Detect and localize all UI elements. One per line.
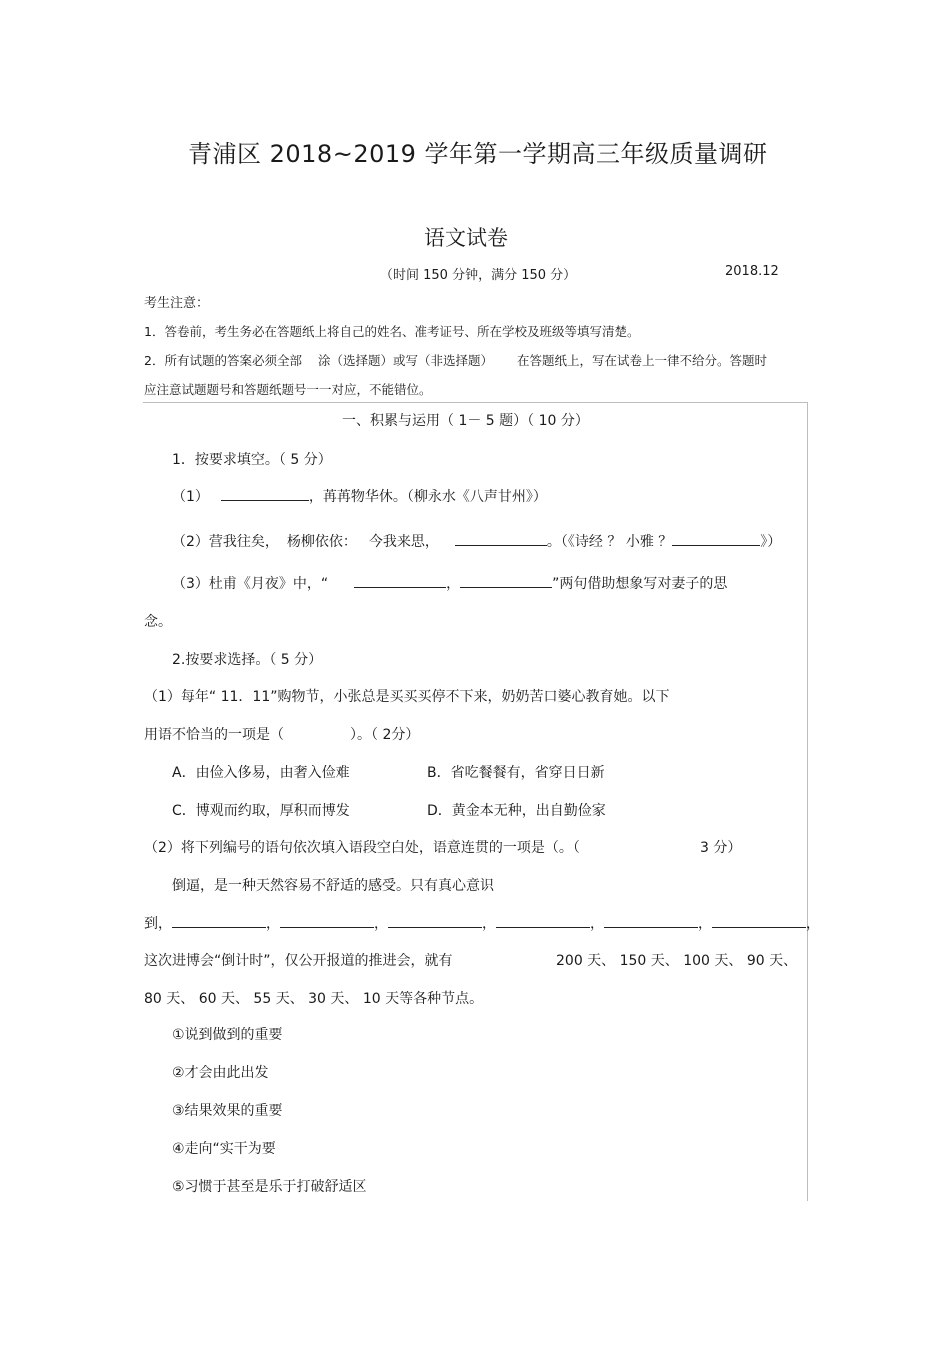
- passage-line-4: 80 天、 60 天、 55 天、 30 天、 10 天等各种节点。: [144, 991, 484, 1007]
- answer-blank[interactable]: [460, 573, 552, 588]
- answer-blank[interactable]: [712, 913, 806, 928]
- answer-blank[interactable]: [354, 573, 446, 588]
- notice-item-2-part-a: 2．所有试题的答案必须全部: [144, 353, 302, 368]
- blank-separator: ，: [806, 916, 820, 932]
- answer-blank[interactable]: [172, 913, 266, 928]
- exam-subtitle: 语文试卷: [424, 226, 508, 250]
- blank-separator: ，: [482, 916, 496, 932]
- passage-line-3-days: 200 天、 150 天、 100 天、 90 天、: [556, 953, 798, 969]
- time-info: （时间 150 分钟，满分 150 分）: [380, 268, 577, 283]
- answer-blank[interactable]: [496, 913, 590, 928]
- notice-item-2-part-b: 涂（选择题）或写（非选择题）: [317, 353, 493, 368]
- q1-part2-c: 今我来思，: [368, 534, 439, 550]
- q1-part1: [172, 486, 547, 506]
- q1-part3-b: ”两句借助想象写对妻子的思: [552, 576, 728, 592]
- q1-part3: [172, 573, 727, 593]
- exam-title: 青浦区 2018~2019 学年第一学期高三年级质量调研: [188, 140, 768, 168]
- answer-blank[interactable]: [388, 913, 482, 928]
- answer-blank[interactable]: [672, 531, 760, 546]
- passage-line-1: 倒逼，是一种天然容易不舒适的感受。只有真心意识: [172, 878, 494, 894]
- q1-part2-d: 。（《诗经 ？ 小雅 ？: [546, 534, 673, 550]
- answer-blank[interactable]: [221, 486, 309, 501]
- passage-line-2: [144, 913, 820, 933]
- option-a[interactable]: A．由俭入侈易，由奢入俭难: [172, 765, 350, 781]
- q1-part2-e: 》）: [760, 534, 782, 550]
- notice-heading: 考生注意：: [144, 296, 210, 311]
- blank-separator: ，: [374, 916, 388, 932]
- passage-start: 到，: [144, 916, 172, 932]
- q1-part3-a: （3）杜甫《月夜》中，“: [172, 576, 329, 592]
- q2-sub1-line2: [144, 724, 419, 744]
- blank-separator: ，: [698, 916, 712, 932]
- option-c[interactable]: C．博观而约取，厚积而博发: [172, 803, 350, 819]
- exam-date: 2018.12: [725, 264, 779, 279]
- answer-blank[interactable]: [604, 913, 698, 928]
- list-item: ④走向“实干为要: [172, 1141, 276, 1157]
- q2-sub1-line1: （1）每年“ 11．11”购物节，小张总是买买买停不下来，奶奶苦口婆心教育她。以下: [144, 689, 670, 705]
- q1-part2: [172, 531, 781, 551]
- answer-blank[interactable]: [280, 913, 374, 928]
- notice-item-2-part-c: 在答题纸上，写在试卷上一律不给分。答题时: [516, 353, 767, 368]
- notice-item-2-cont: 应注意试题题号和答题纸题号一一对应，不能错位。: [144, 382, 432, 397]
- list-item: ⑤习惯于甚至是乐于打破舒适区: [172, 1179, 367, 1195]
- list-item: ③结果效果的重要: [172, 1103, 283, 1119]
- q2-sub1-stem: 用语不恰当的一项是（: [144, 727, 284, 743]
- q1-part2-b: 杨柳依依：: [286, 534, 357, 550]
- q1-title: 1．按要求填空。（ 5 分）: [172, 452, 332, 468]
- q2-title: 2.按要求选择。（ 5 分）: [172, 652, 323, 668]
- notice-item-1: 1．答卷前，考生务必在答题纸上将自己的姓名、准考证号、所在学校及班级等填写清楚。: [144, 324, 640, 339]
- section-heading: 一、积累与运用（ 1－ 5 题）（ 10 分）: [342, 413, 589, 429]
- list-item: ①说到做到的重要: [172, 1027, 283, 1043]
- option-d[interactable]: D．黄金本无种，出自勤俭家: [427, 803, 606, 819]
- list-item: ②才会由此出发: [172, 1065, 269, 1081]
- blank-separator: ，: [590, 916, 604, 932]
- q1-part1-text: ，苒苒物华休。（柳永水《八声甘州》）: [308, 489, 547, 505]
- q1-part3-comma: ，: [446, 576, 461, 592]
- q2-sub2-score: 3 分）: [700, 840, 742, 856]
- passage-line-3: 这次进博会“倒计时”，仅公开报道的推进会，就有: [144, 953, 453, 969]
- q2-sub1-score: ）。（ 2分）: [350, 727, 420, 743]
- option-b[interactable]: B．省吃餐餐有，省穿日日新: [427, 765, 605, 781]
- q2-sub2-stem: （2）将下列编号的语句依次填入语段空白处，语意连贯的一项是（。（: [144, 840, 580, 856]
- notice-item-2: [144, 351, 767, 369]
- blank-separator: ，: [266, 916, 280, 932]
- answer-blank[interactable]: [455, 531, 547, 546]
- q1-part3-cont: 念。: [144, 614, 172, 630]
- q1-part2-a: （2）营我往矣，: [172, 534, 279, 550]
- q1-part1-num: （1）: [172, 489, 209, 505]
